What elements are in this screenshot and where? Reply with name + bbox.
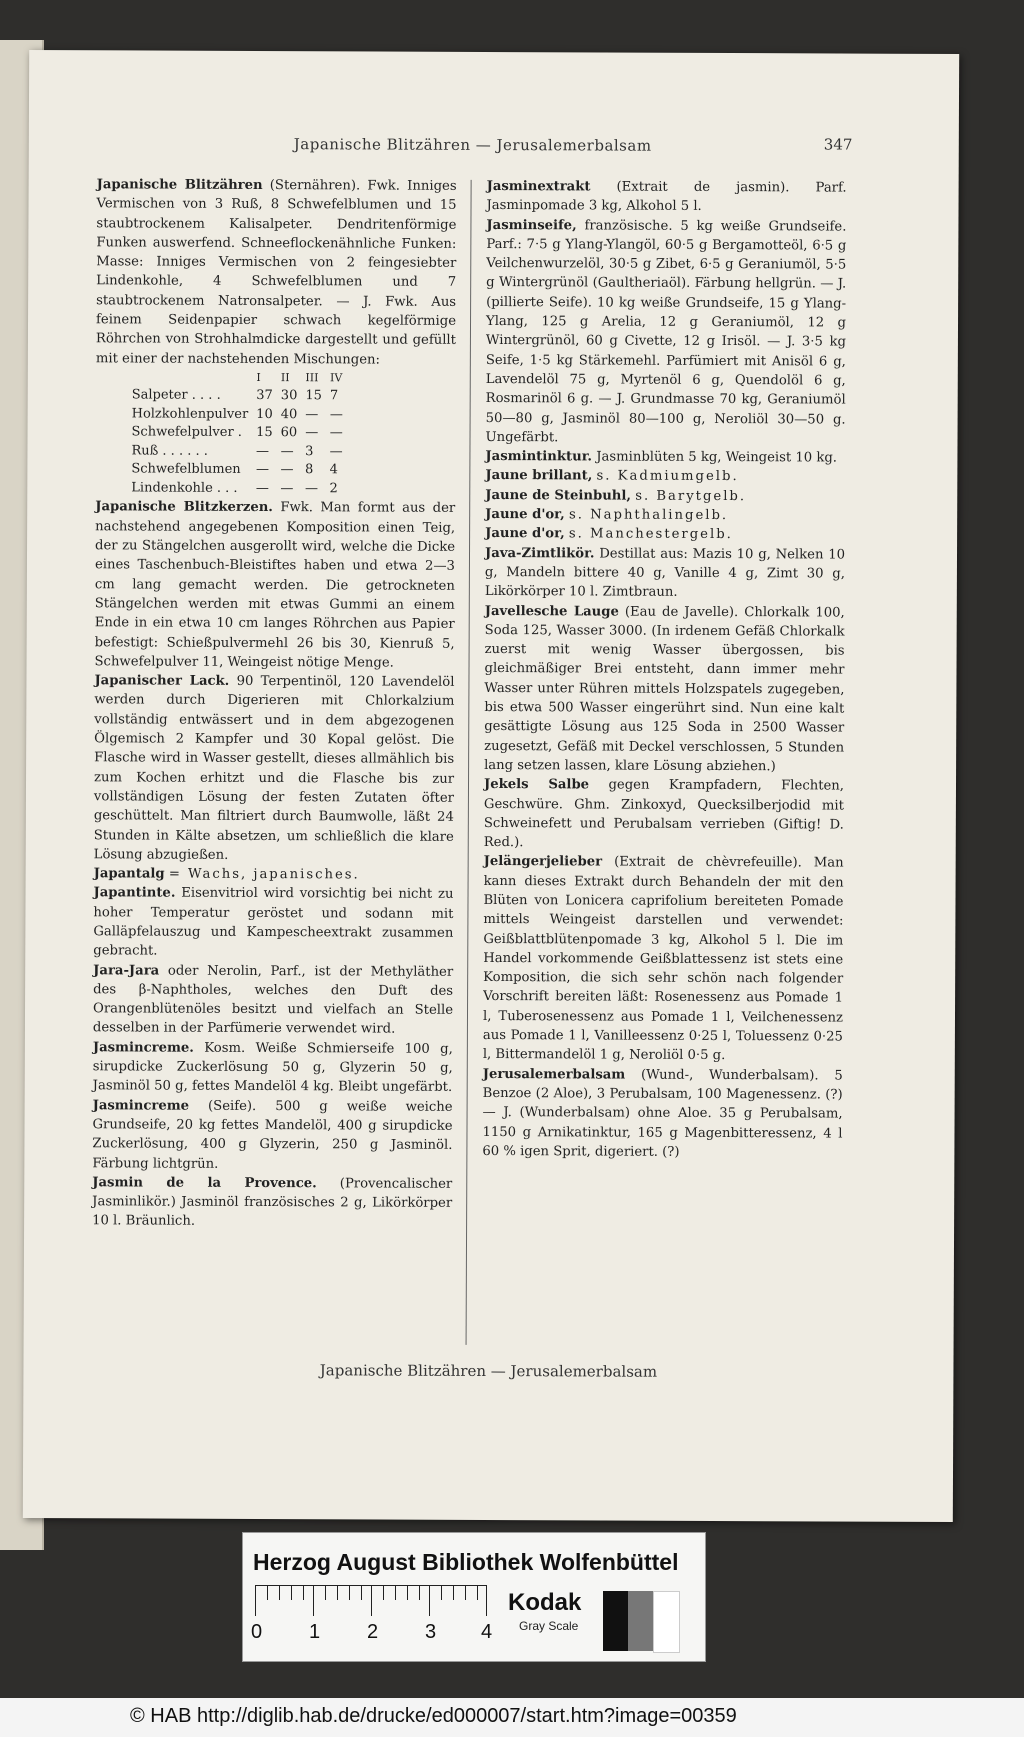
library-name: Herzog August Bibliothek Wolfenbüttel (253, 1549, 679, 1575)
cell: 7 (329, 388, 339, 404)
scale-number: 1 (309, 1621, 321, 1643)
entry (93, 884, 453, 963)
cell: — (304, 481, 319, 497)
running-head (29, 134, 959, 155)
cell: — (305, 407, 319, 423)
entry-text: (Eau de Javelle). Chlorkalk 100, Soda 125, Wasser 3000. (In irdenem Gefäß Chlorkalk zuerst mit wenig Wasser übergossen, bis gleichmäßiger Brei entsteht, dann immer mehr Wasser unter Rühren mittels Holzspatels zugegeben, bis etwa 500 Wasser eingerührt sind. Nun eine kalt gesättigte Lösung aus 125 Soda in 2500 Wasser zugesetzt, Gefäß mit Deckel verschlossen, 5 Stunden lang setzen lassen, klare Lösung abziehen.) (484, 604, 845, 775)
right-column (482, 177, 846, 1163)
mixture-table (131, 368, 351, 498)
table-row (132, 387, 351, 406)
entry-keyword: Jerusalemerbalsam (482, 1066, 626, 1083)
scale-number: 3 (425, 1621, 437, 1643)
entry (485, 524, 845, 545)
scale-ruler (255, 1585, 487, 1616)
entry-keyword: Jara-Jara (93, 962, 160, 979)
cell: 2 (329, 481, 338, 497)
column-header: III (305, 371, 319, 385)
entry-text: Fwk. Man formt aus der nachstehend angegebenen Komposition einen Teig, der zu Stängelchen ausgerollt wird, welche die Dicke eines Taschenbuch-Bleistiftes haben und etwa 2—3 cm lang gemacht werden. Die getrockneten Stängelchen werden mit etwas Gummi an einem Ende in ein etwa 10 cm langes Röhrchen aus Papier befestigt: Schießpulvermehl 26 bis 30, Kienruß 5, Schwefelpulver 11, Weingeist nötige Menge. (94, 500, 456, 671)
ruler-tick (337, 1586, 338, 1600)
entry-keyword: Jasmintinktur. (485, 449, 593, 465)
cell: — (329, 444, 343, 460)
entry-keyword: Jelängerjelieber (483, 854, 603, 870)
entry-keyword: Japantalg (93, 866, 165, 882)
entry-text: Eisenvitriol wird vorsichtig bei nicht zu hoher Temperatur geröstet und sodann mit Galläpfelauszug und Kampescheextrakt zusammen gebracht. (93, 886, 454, 959)
entry-keyword: Jasminseife, (486, 217, 577, 233)
scale-number: 0 (251, 1621, 263, 1643)
entry-keyword: Japanische Blitzkerzen. (95, 499, 273, 516)
scale-number: 4 (481, 1621, 493, 1643)
credit-text: © HAB http://diglib.hab.de/drucke/ed000007/start.htm?image=00359 (130, 1705, 737, 1727)
entry (92, 1173, 452, 1232)
entry-keyword: Jaune de Steinbuhl, (485, 487, 632, 504)
credit-bar (0, 1698, 1024, 1737)
entry (485, 544, 845, 603)
entry-keyword: Jasmincreme (92, 1097, 190, 1114)
ingredient-name: Holzkohlenpulver (131, 406, 249, 422)
entry (485, 466, 845, 487)
table-row (131, 442, 350, 461)
ruler-tick (486, 1586, 487, 1616)
cell: 40 (280, 407, 298, 423)
entry (96, 175, 457, 370)
cell: 60 (280, 425, 298, 441)
cell: 4 (329, 462, 338, 478)
table-corner (132, 368, 257, 387)
entry-keyword: Jekels Salbe (483, 777, 590, 793)
entry-text: s. Naphthalingelb. (568, 507, 729, 524)
column-header: II (280, 371, 290, 385)
scale-number: 2 (367, 1621, 379, 1643)
cell: 30 (280, 388, 298, 404)
entry-text: s. Barytgelb. (635, 488, 747, 504)
footer-title: Japanische Blitzähren — Jerusalemerbalsam (319, 1361, 658, 1381)
entry (484, 602, 845, 777)
column-header: I (256, 370, 261, 384)
entry-keyword: Jaune d'or, (485, 526, 565, 542)
cell: — (256, 443, 270, 459)
table-row (131, 424, 350, 443)
table-header-row (132, 368, 351, 387)
ruler-tick (313, 1586, 314, 1616)
entry-text: Destillat aus: Mazis 10 g, Nelken 10 g, Mandeln bittere 40 g, Vanille 4 g, Zimt 30 g, Likörkörper 10 l. Zimtbraun. (484, 546, 846, 601)
entry-text: französische. 5 kg weiße Grundseife. Parf.: 7·5 g Ylang-Ylangöl, 60·5 g Bergamotteöl, 6·5 g Veilchenwurzelöl, 30·5 g Zibet, 6·5 g Geraniumöl, 5·5 g Wintergrünöl (Gaultheriaöl). Färbung hellgrün. — J. (pillierte Seife). 10 kg weiße Grundseife, 15 g Ylang-Ylang, 125 g Arelia, 12 g Geraniumöl, 12 g Wintergrünöl, 60 g Civette, 12 g Irisöl. — J. 3·5 kg Seife, 1·5 kg Stärkemehl. Parfümiert mit Anisöl 6 g, Lavendelöl 75 g, Myrtenöl 6 g, Quendolöl 6 g, Rosmarinöl 6 g. — J. Grundmasse 70 kg, Geraniumöl 50—80 g, Jasminöl 80—100 g, Neroliöl 30—50 g. Ungefärbt. (485, 217, 847, 446)
entry-text: = Wachs, japanisches. (168, 866, 360, 883)
cell: 3 (305, 444, 314, 460)
page-number: 347 (823, 135, 853, 154)
entry-keyword: Japanischer Lack. (94, 673, 230, 689)
entry-text: (Extrait de jasmin). Parf. Jasminpomade 3 kg, Alkohol 5 l. (486, 179, 847, 215)
ruler-tick (267, 1586, 268, 1600)
ruler-tick (441, 1586, 442, 1600)
cell: — (255, 480, 269, 496)
column-divider (466, 180, 472, 1345)
entry-text: (Sternähren). Fwk. Inniges Vermischen von 3 Ruß, 8 Schwefelblumen und 15 staubtrockenem Kalisalpeter. Dendritenförmige Funken auswerfend. Schneeflockenähnliche Funken: Masse: Inniges Vermischen von 2 feingesiebter Lindenkohle, 4 Schwefelblumen und 7 staubtrockenem Natronsalpeter. — J. Fwk. Aus feinem Seidenpapier schwach kegelförmige Röhrchen von Strohhalmdicke dargestellt und gefüllt mit einer der nachstehenden Mischungen: (95, 178, 457, 368)
ruler-tick (349, 1586, 350, 1600)
entry (93, 1038, 453, 1097)
entry-keyword: Javellesche Lauge (484, 603, 619, 620)
left-column (92, 175, 457, 1232)
ingredient-name: Salpeter . . . . (131, 387, 221, 404)
ingredient-name: Lindenkohle . . . (131, 480, 238, 496)
entry-keyword: Jasminextrakt (486, 178, 591, 195)
cell: — (280, 481, 294, 497)
entry-text: 90 Terpentinöl, 120 Lavendelöl werden durch Digerieren mit Chlorkalzium vollständig entwässert und in dem abgezogenen Ölgemisch 2 Kampfer und 30 Kopal gelöst. Die Flasche wird in Wasser gestellt, dieses allmählich bis zum Kochen erhitzt und die Flasche bis zur vollständigen Lösung der festen Zutaten öfter geschüttelt. Man filtriert durch Baumwolle, läßt 24 Stunden in Kälte absetzen, um schließlich die klare Lösung abzugießen. (93, 674, 455, 863)
entry-keyword: Jasmin de la Provence. (92, 1175, 317, 1192)
entry-text: oder Nerolin, Parf., ist der Methyläther des β-Naphtholes, welches den Duft des Orangenblütenöles besitzt und vielfach an Stelle desselben in der Parfümerie verwendet wird. (92, 963, 454, 1038)
cell: — (329, 407, 343, 423)
entry-text: gegen Krampfadern, Flechten, Geschwüre. Ghm. Zinkoxyd, Quecksilberjodid mit Schweinefett und Perubalsam verrieben (Giftig! D. Red.). (483, 777, 845, 851)
entry-keyword: Jaune brillant, (485, 468, 593, 484)
entry (94, 671, 455, 866)
entry-keyword: Japanische Blitzähren (96, 177, 263, 193)
ruler-tick (255, 1586, 256, 1616)
ruler-tick (361, 1586, 362, 1600)
ruler-tick (407, 1586, 408, 1600)
table-row (131, 461, 350, 480)
entry-text: (Provencalischer Jasminlikör.) Jasminöl französisches 2 g, Likörkörper 10 l. Bräunlich. (92, 1176, 453, 1230)
ruler-tick (453, 1586, 454, 1600)
ingredient-name: Schwefelpulver . (131, 424, 242, 441)
cell: 10 (256, 406, 273, 423)
entry (94, 864, 454, 885)
ruler-tick (325, 1586, 326, 1600)
table-row (132, 405, 351, 424)
entry-text: Jasminblüten 5 kg, Weingeist 10 kg. (596, 449, 838, 466)
cell: — (255, 462, 269, 478)
gray-swatch-black (603, 1591, 628, 1651)
ruler-tick (291, 1586, 292, 1600)
ruler-tick (477, 1586, 478, 1600)
entry (94, 498, 455, 673)
ruler-tick (279, 1586, 280, 1600)
entry-text: Kosm. Weiße Schmierseife 100 g, sirupdicke Zuckerlösung 50 g, Glyzerin 50 g, Jasminöl 50 g, fettes Mandelöl 4 kg. Bleibt ungefärbt. (92, 1040, 453, 1096)
entry (485, 216, 846, 449)
ruler-tick (371, 1586, 372, 1616)
table-row (131, 479, 350, 498)
cell: — (280, 444, 294, 460)
book-page (23, 50, 959, 1522)
entry (486, 177, 846, 217)
entry (482, 1065, 842, 1163)
cell: 15 (256, 425, 273, 441)
entry-text: s. Kadmiumgelb. (596, 468, 739, 485)
ruler-tick (465, 1586, 466, 1600)
entry-text: (Extrait de chèvrefeuille). Man kann dieses Extrakt durch Behandeln der mit den Blüten von Lonicera caprifolium bereiteten Pomade mittels Weingeist darstellen und verwendet: Geißblattblütenpomade 3 kg, Alkohol 5 l. Die im Handel vorkommende Geißblattessenz ist stets eine Komposition, die sich sehr schön nach folgender Vorschrift bereiten läßt: Rosenessenz aus Pomade 1 l, Tuberosenessenz aus Pomade 1 l, Veilchenessenz aus Pomade 1 l, Vanilleessenz 0·25 l, Toluessenz 0·25 l, Bittermandelöl 1 g, Neroliöl 0·5 g. (482, 854, 844, 1064)
running-head-title: Japanische Blitzähren — Jerusalemerbalsam (293, 135, 652, 155)
cell: 8 (305, 462, 314, 478)
entry (485, 447, 845, 468)
entry (484, 775, 844, 854)
entry (483, 852, 844, 1066)
kodak-logo: Kodak (508, 1589, 582, 1616)
entry-keyword: Java-Zimtlikör. (484, 545, 595, 562)
entry-keyword: Jasmincreme. (92, 1040, 194, 1056)
entry-text: (Wund-, Wunderbalsam). 5 Benzoe (2 Aloe), 3 Perubalsam, 100 Magenessenz. (?) — J. (Wunderbalsam) ohne Aloe. 35 g Perubalsam, 1150 g Arnikatinktur, 165 g Magenbitteressenz, 4 l 60 % igen Sprit, digeriert. (?) (482, 1067, 843, 1160)
gray-swatch-white (653, 1591, 680, 1653)
entry-keyword: Jaune d'or, (485, 507, 565, 523)
entry-text: (Seife). 500 g weiße weiche Grundseife, 20 kg fettes Mandelöl, 400 g sirupdicke Zuckerlösung, 400 g Glyzerin, 250 g Jasminöl. Färbung lichtgrün. (92, 1098, 453, 1172)
ruler-tick (383, 1586, 384, 1600)
ingredient-name: Schwefelblumen (131, 461, 241, 478)
cell: — (280, 462, 294, 478)
cell: 37 (256, 388, 273, 404)
cell: — (329, 425, 343, 441)
column-header: IV (329, 371, 343, 385)
color-calibration-card (242, 1532, 706, 1662)
gray-swatch-mid (628, 1591, 653, 1651)
ruler-tick (429, 1586, 430, 1616)
entry (93, 961, 453, 1040)
entry-keyword: Japantinte. (93, 885, 176, 902)
entry (485, 486, 845, 507)
ruler-tick (395, 1586, 396, 1600)
cell: — (305, 425, 319, 441)
ingredient-name: Ruß . . . . . . (131, 443, 208, 459)
entry (485, 505, 845, 526)
entry-text: s. Manchestergelb. (568, 526, 733, 543)
entry (92, 1096, 452, 1175)
ruler-tick (303, 1586, 304, 1600)
ruler-tick (419, 1586, 420, 1600)
cell: 15 (305, 388, 322, 404)
gray-scale-label: Gray Scale (519, 1619, 579, 1633)
